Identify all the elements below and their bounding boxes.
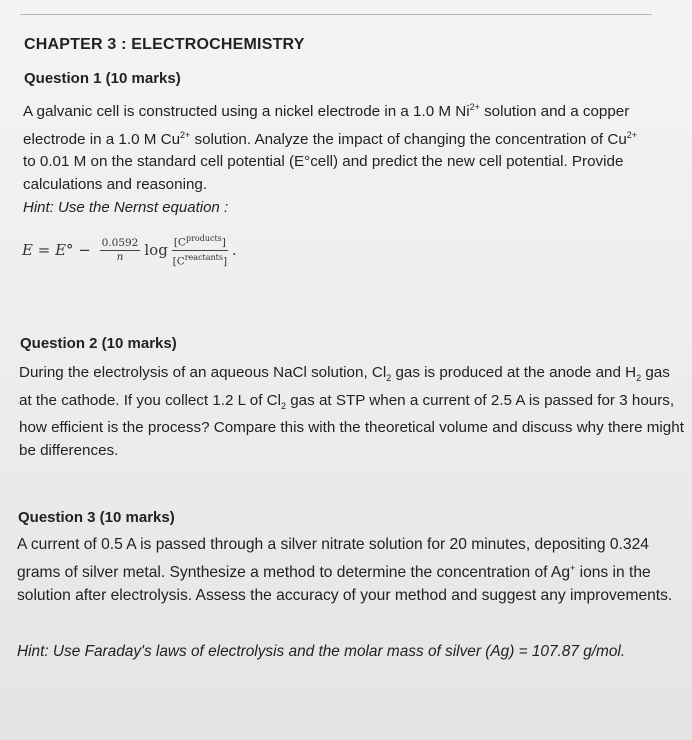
question-1-text: A galvanic cell is constructed using a nickel electrode in a 1.0 M $Ni^{2+}$ solution and a copper electrode in a 1.0 M $Cu^{2+}$ solution. Analyze the impact of changing the concentration of $Cu^{2+}$ to 0.01 M on the standard cell potential (E°cell) and predict the new cell potential. Provide calculations and reasoning.	[23, 102, 638, 193]
concentration-ratio-fraction: $\frac{[C^{products}]}{[C^{reactants}]}$	[172, 234, 228, 267]
question-3-hint: Hint: Use Faraday's laws of electrolysis and the molar mass of silver (Ag) = 107.87 g/mol.	[17, 643, 626, 660]
question-1-hint: Hint: Use the Nernst equation :	[23, 199, 229, 216]
question-2-text: During the electrolysis of an aqueous NaCl solution, $Cl_2$ gas is produced at the anode and $H_2$ gas at the cathode. If you collect 1.2 L of $Cl_2$ gas at STP when a current of 2.5 A is passed for 3 hours, how efficient is the process? Compare this with the theoretical volume and discuss why there might be differences.	[19, 364, 684, 459]
question-1-title: Question 1 (10 marks)	[24, 70, 181, 87]
question-2-title: Question 2 (10 marks)	[20, 335, 177, 352]
nernst-equation: E = E° − $\frac{0.0592}{n}$ log $\frac{[C^{products}]}{[C^{reactants}]}$ .	[22, 234, 237, 267]
nernst-coefficient-fraction: $\frac{0.0592}{n}$	[101, 236, 139, 263]
question-3-text: A current of 0.5 A is passed through a silver nitrate solution for 20 minutes, depositing 0.324 grams of silver metal. Synthesize a method to determine the concentration of Ag+ ions in the solution after electrolysis. Assess the accuracy of your method and suggest any improvements.	[17, 536, 673, 605]
top-divider	[20, 14, 652, 15]
question-3-title: Question 3 (10 marks)	[18, 509, 175, 526]
chapter-title: CHAPTER 3 : ELECTROCHEMISTRY	[24, 36, 305, 53]
